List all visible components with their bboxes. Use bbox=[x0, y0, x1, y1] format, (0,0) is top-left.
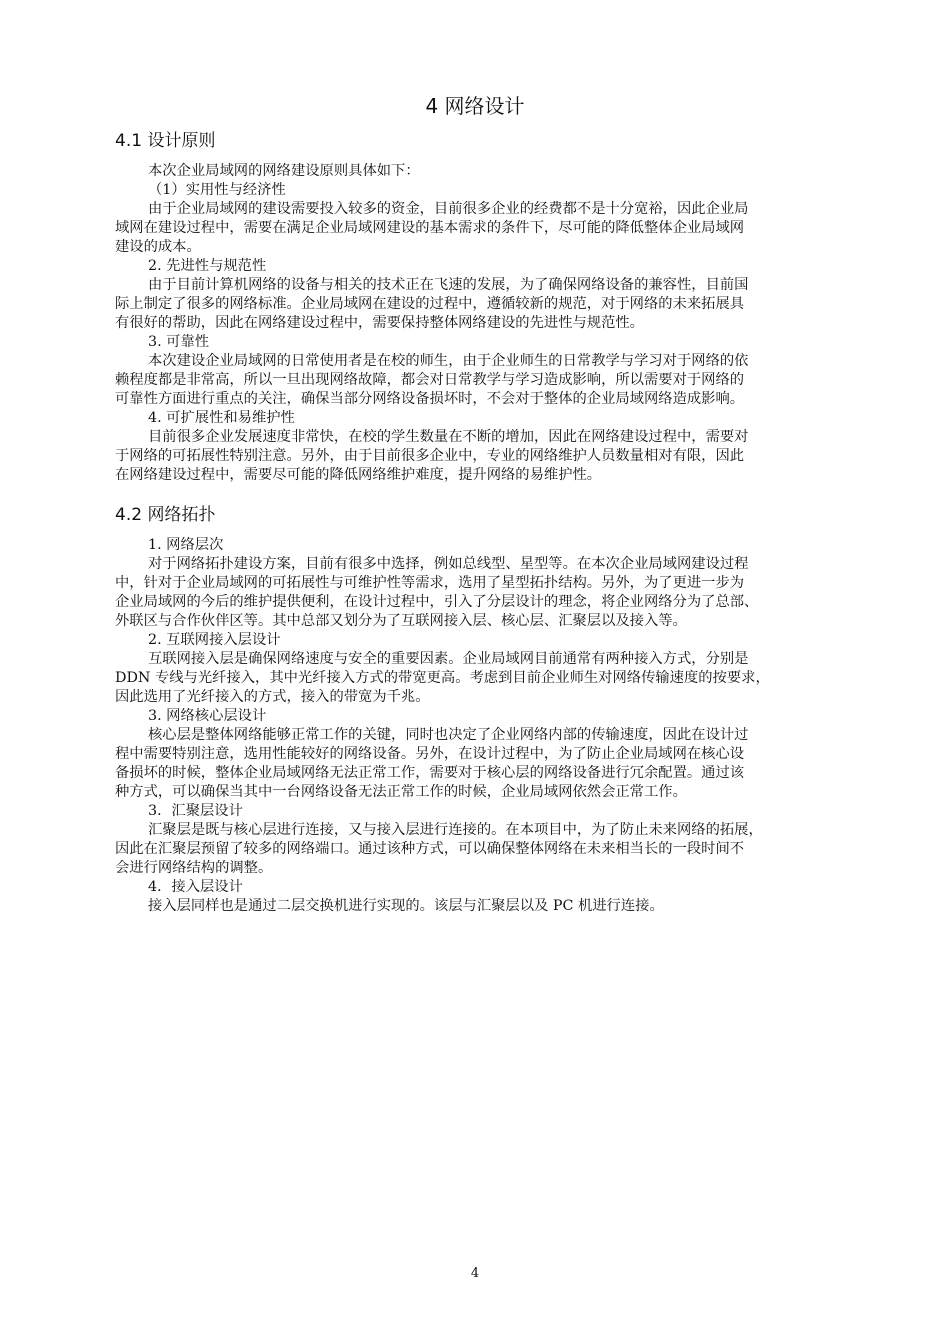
text-line: 接入层同样也是通过二层交换机进行实现的。该层与汇聚层以及 PC 机进行连接。 bbox=[148, 898, 664, 914]
text-line: 由于企业局域网的建设需要投入较多的资金，目前很多企业的经费都不是十分宽裕，因此企业局 bbox=[148, 201, 749, 217]
text-line: 2. 互联网接入层设计 bbox=[148, 632, 281, 648]
section-body bbox=[115, 536, 853, 916]
text-line: 有很好的帮助，因此在网络建设过程中，需要保持整体网络建设的先进性与规范性。 bbox=[115, 315, 644, 331]
text-line: 互联网接入层是确保网络速度与安全的重要因素。企业局域网目前通常有两种接入方式，分别是 bbox=[148, 651, 749, 667]
text-line: 中，针对于企业局域网的可拓展性与可维护性等需求，选用了星型拓扑结构。另外，为了更进一步为 bbox=[115, 575, 745, 591]
text-line: 由于目前计算机网络的设备与相关的技术正在飞速的发展，为了确保网络设备的兼容性，目前国 bbox=[148, 277, 749, 293]
text-line: 程中需要特别注意，选用性能较好的网络设备。另外，在设计过程中，为了防止企业局域网在核心设 bbox=[115, 746, 745, 762]
text-line: 域网在建设过程中，需要在满足企业局域网建设的基本需求的条件下，尽可能的降低整体企业局域网 bbox=[115, 220, 745, 236]
text-line: 4. 可扩展性和易维护性 bbox=[148, 410, 295, 426]
text-line: 因此在汇聚层预留了较多的网络端口。通过该种方式，可以确保整体网络在未来相当长的一段时间不 bbox=[115, 841, 745, 857]
section-body bbox=[115, 162, 853, 485]
text-line: DDN 专线与光纤接入，其中光纤接入方式的带宽更高。考虑到目前企业师生对网络传输速度的按要求， bbox=[115, 670, 770, 686]
section-heading: 4.1 设计原则 bbox=[115, 131, 216, 151]
text-line: 备损坏的时候，整体企业局域网络无法正常工作，需要对于核心层的网络设备进行冗余配置。通过该 bbox=[115, 765, 745, 781]
text-line: 对于网络拓扑建设方案，目前有很多中选择，例如总线型、星型等。在本次企业局域网建设过程 bbox=[148, 556, 749, 572]
text-line: 本次企业局域网的网络建设原则具体如下： bbox=[148, 163, 420, 179]
text-line: （1）实用性与经济性 bbox=[148, 182, 286, 198]
text-line: 种方式，可以确保当其中一台网络设备无法正常工作的时候，企业局域网依然会正常工作。 bbox=[115, 784, 687, 800]
text-line: 际上制定了很多的网络标准。企业局域网在建设的过程中，遵循较新的规范，对于网络的未来拓展具 bbox=[115, 296, 745, 312]
text-line: 外联区与合作伙伴区等。其中总部又划分为了互联网接入层、核心层、汇聚层以及接入等。 bbox=[115, 613, 687, 629]
text-line: 3. 可靠性 bbox=[148, 334, 210, 350]
text-line: 2. 先进性与规范性 bbox=[148, 258, 267, 274]
text-line: 因此选用了光纤接入的方式，接入的带宽为千兆。 bbox=[115, 689, 430, 705]
text-line: 企业局域网的今后的维护提供便利，在设计过程中，引入了分层设计的理念，将企业网络分为了总部、 bbox=[115, 594, 759, 610]
text-line: 1. 网络层次 bbox=[148, 537, 224, 553]
page-number: 4 bbox=[470, 1266, 480, 1281]
section-network-topology bbox=[115, 502, 853, 916]
section-heading: 4.2 网络拓扑 bbox=[115, 505, 216, 525]
text-line: 会进行网络结构的调整。 bbox=[115, 860, 273, 876]
text-line: 建设的成本。 bbox=[115, 239, 201, 255]
page-title: 4 网络设计 bbox=[425, 94, 525, 118]
text-line: 目前很多企业发展速度非常快，在校的学生数量在不断的增加，因此在网络建设过程中，需要对 bbox=[148, 429, 749, 445]
text-line: 本次建设企业局域网的日常使用者是在校的师生，由于企业师生的日常教学与学习对于网络的依 bbox=[148, 353, 749, 369]
text-line: 3．汇聚层设计 bbox=[148, 803, 243, 819]
text-line: 汇聚层是既与核心层进行连接，又与接入层进行连接的。在本项目中，为了防止未来网络的拓展， bbox=[148, 822, 763, 838]
text-line: 可靠性方面进行重点的关注，确保当部分网络设备损坏时，不会对于整体的企业局域网络造成影响。 bbox=[115, 391, 745, 407]
section-design-principles bbox=[115, 128, 853, 485]
text-line: 3. 网络核心层设计 bbox=[148, 708, 267, 724]
text-line: 于网络的可拓展性特别注意。另外，由于目前很多企业中，专业的网络维护人员数量相对有限，因此 bbox=[115, 448, 745, 464]
text-line: 在网络建设过程中，需要尽可能的降低网络维护难度，提升网络的易维护性。 bbox=[115, 467, 602, 483]
text-line: 核心层是整体网络能够正常工作的关键，同时也决定了企业网络内部的传输速度，因此在设计过 bbox=[148, 727, 749, 743]
text-line: 4．接入层设计 bbox=[148, 879, 243, 895]
text-line: 赖程度都是非常高，所以一旦出现网络故障，都会对日常教学与学习造成影响，所以需要对于网络的 bbox=[115, 372, 745, 388]
